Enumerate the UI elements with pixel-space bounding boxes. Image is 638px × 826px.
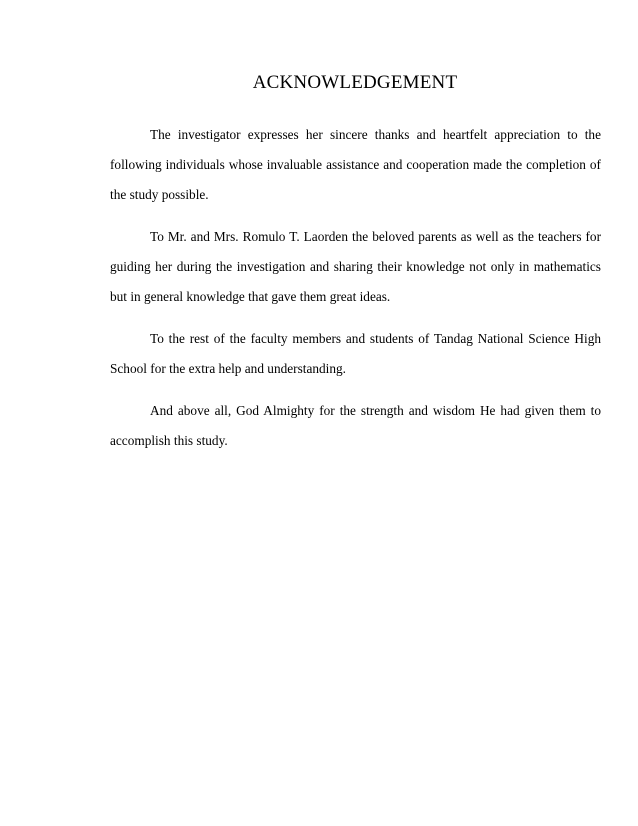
paragraph-faculty-students: To the rest of the faculty members and students of Tandag National Science High School for the extra help and understanding. bbox=[110, 331, 601, 376]
paragraph-thanks: The investigator expresses her sincere thanks and heartfelt appreciation to the following individuals whose invaluable assistance and cooperation made the completion of the study possible. bbox=[110, 127, 601, 202]
acknowledgement-body bbox=[110, 120, 601, 468]
paragraph-god-almighty: And above all, God Almighty for the strength and wisdom He had given them to accomplish this study. bbox=[110, 403, 601, 448]
page-title: ACKNOWLEDGEMENT bbox=[252, 72, 458, 93]
paragraph-parents-teachers: To Mr. and Mrs. Romulo T. Laorden the beloved parents as well as the teachers for guiding her during the investigation and sharing their knowledge not only in mathematics but in general knowledge that gave them great ideas. bbox=[110, 229, 601, 304]
